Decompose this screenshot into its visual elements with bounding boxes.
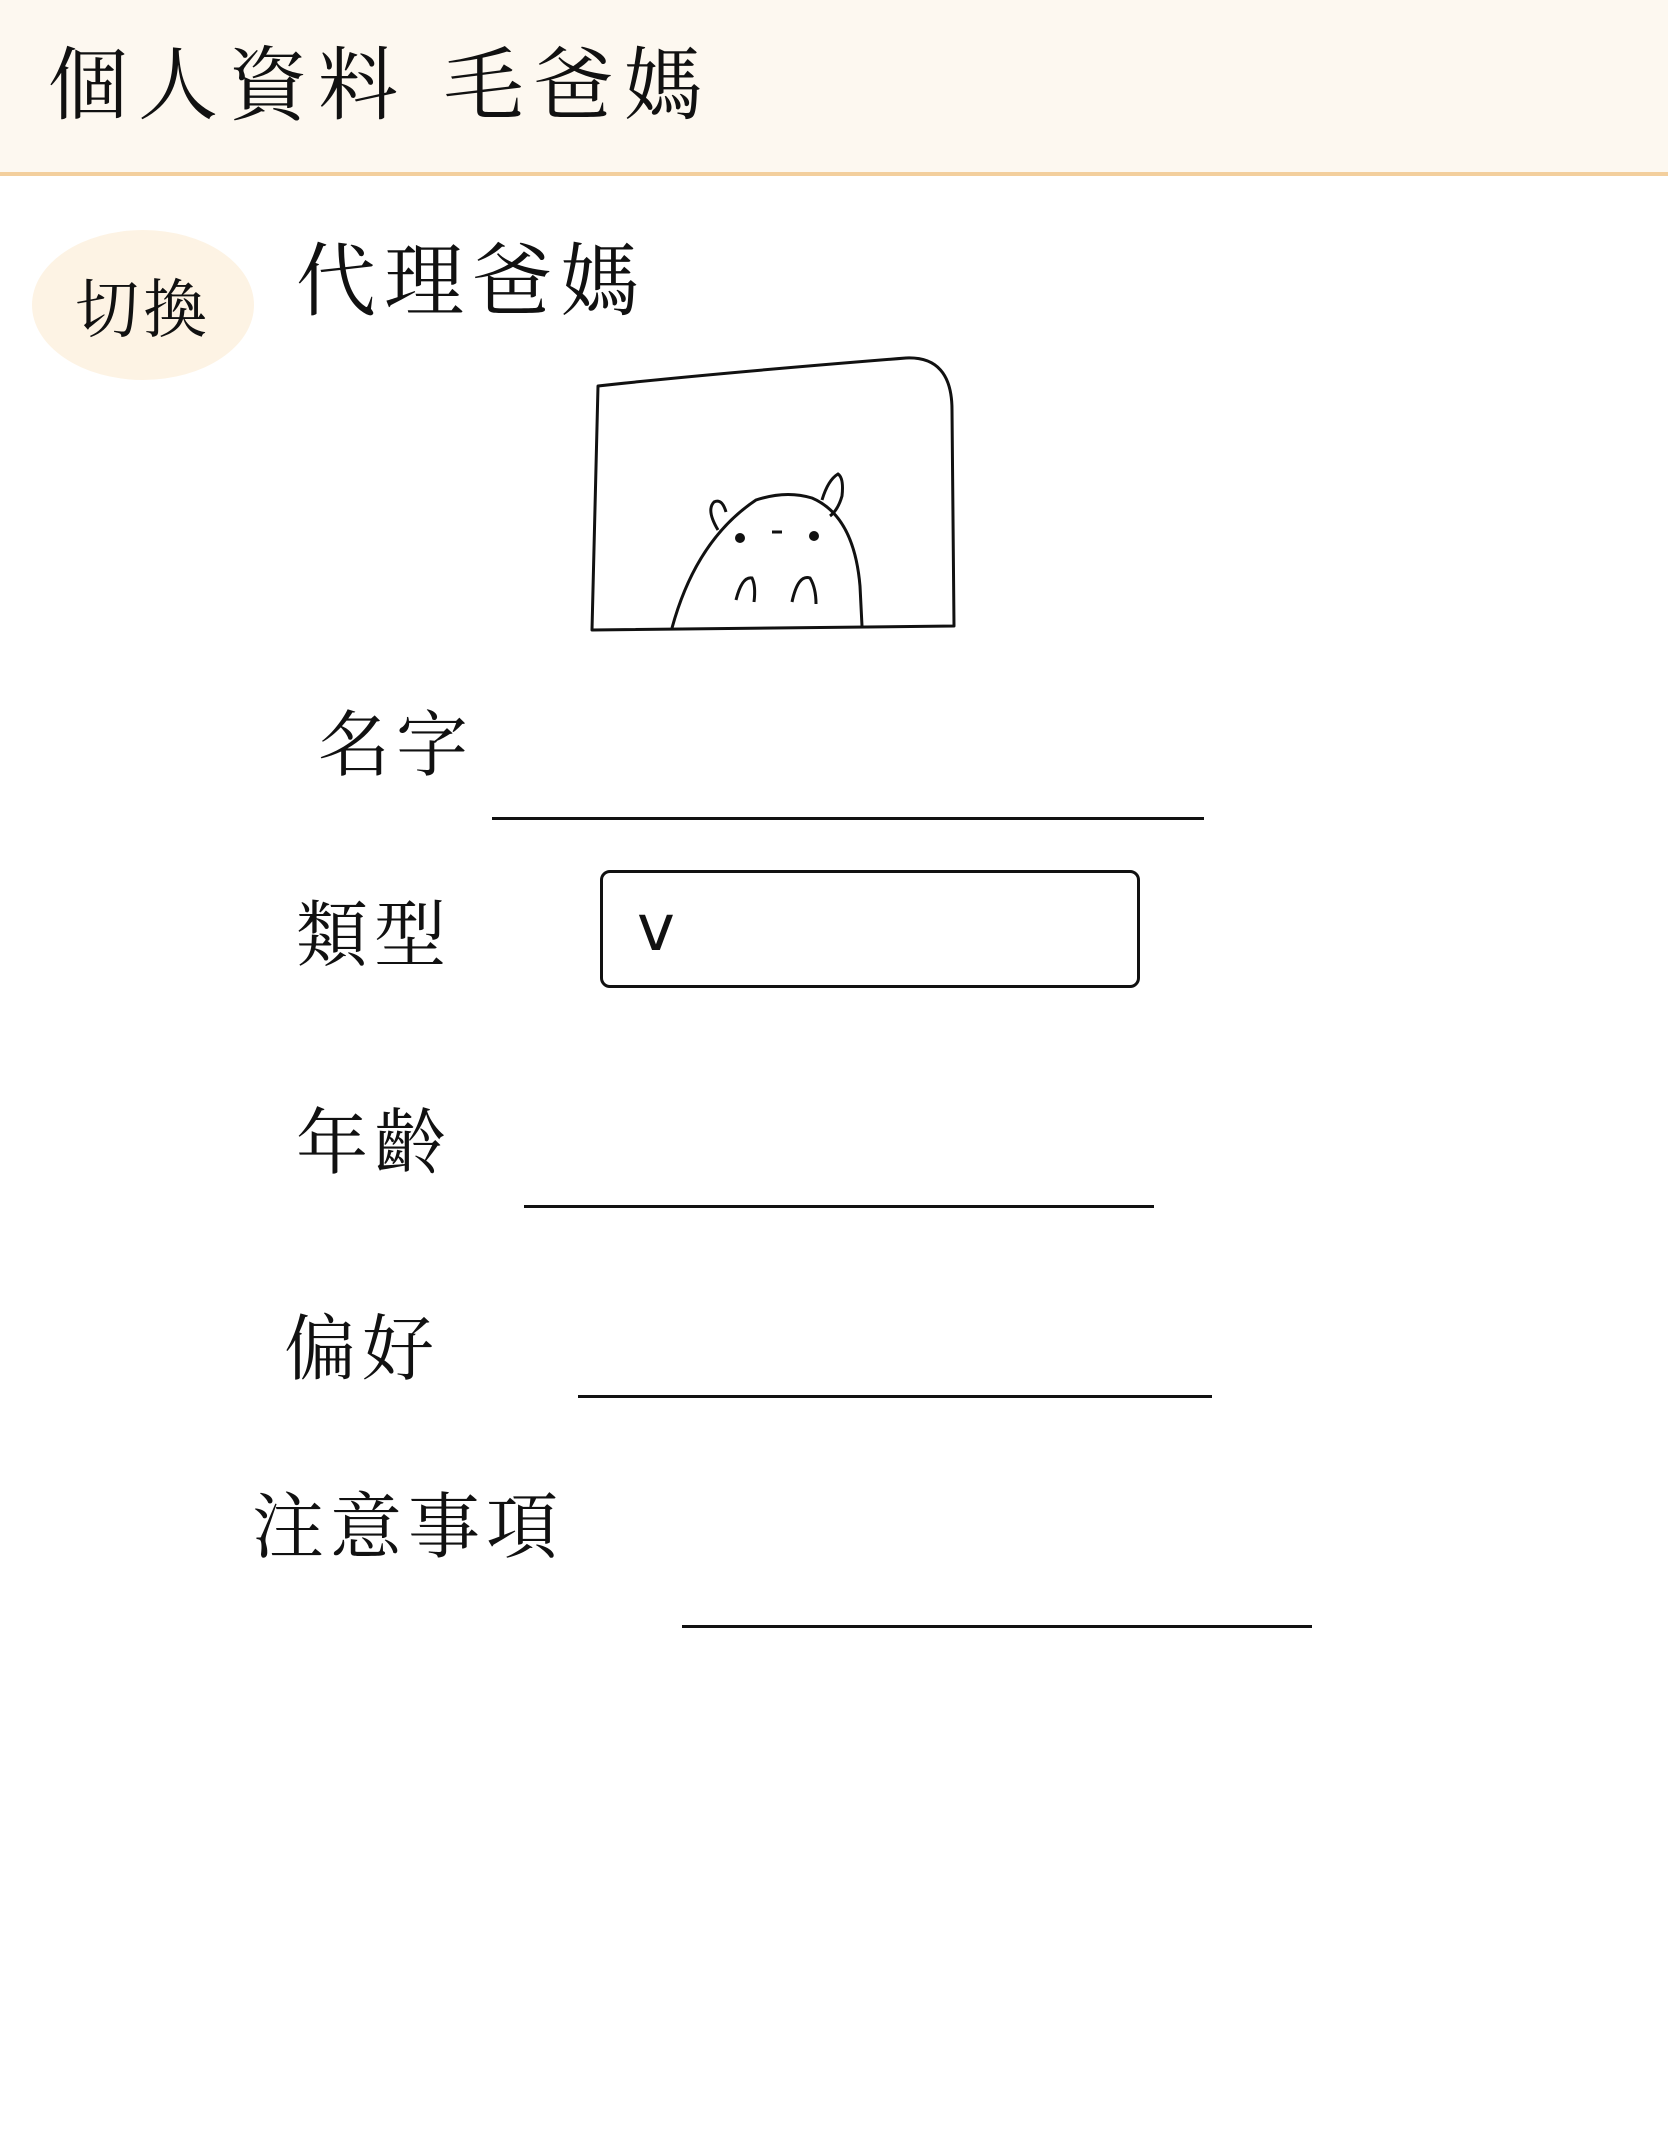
type-label: 類型 [296, 893, 453, 977]
switch-button[interactable]: 切換 [32, 230, 254, 380]
chevron-down-icon: v [637, 892, 675, 966]
age-label: 年齡 [296, 1101, 453, 1185]
pet-avatar-icon [586, 350, 956, 640]
proxy-parent-title: 代理爸媽 [296, 235, 648, 328]
header-bar [0, 0, 1668, 176]
preference-field[interactable] [578, 1330, 1212, 1398]
type-dropdown[interactable] [600, 870, 1140, 988]
notes-field[interactable] [682, 1560, 1312, 1628]
avatar[interactable] [586, 350, 956, 640]
preference-label: 偏好 [284, 1307, 441, 1391]
age-field[interactable] [524, 1140, 1154, 1208]
name-label: 名字 [318, 703, 475, 787]
name-field[interactable] [492, 752, 1204, 820]
notes-label: 注意事項 [252, 1485, 565, 1569]
page-title: 個人資料 毛爸媽 [48, 39, 714, 132]
